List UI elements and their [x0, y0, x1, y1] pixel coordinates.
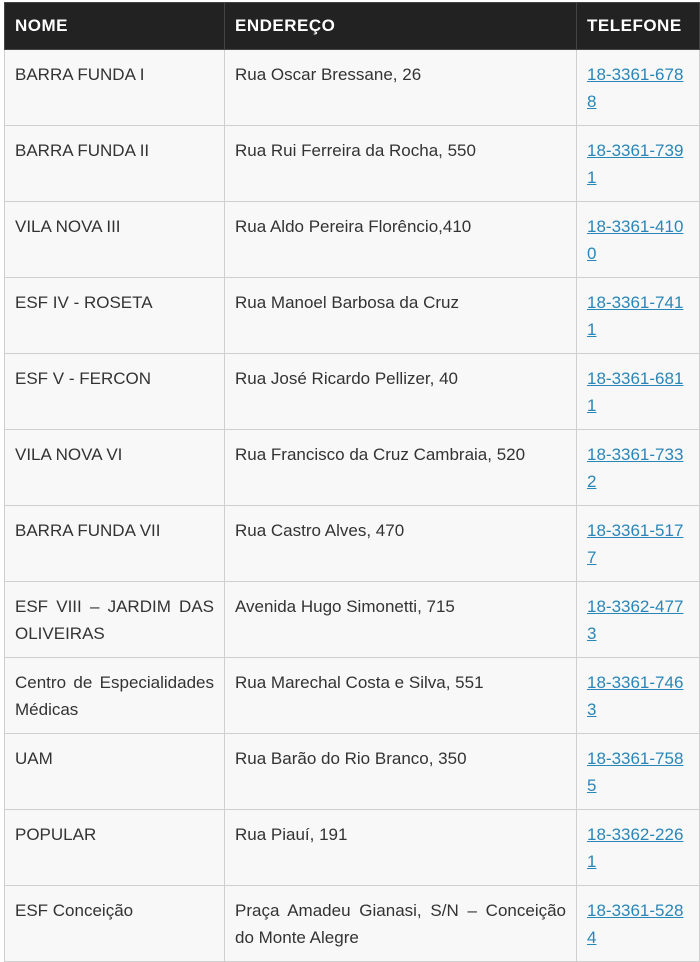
cell-nome: Centro de Especialidades Médicas	[5, 658, 225, 734]
table-row	[5, 658, 700, 734]
cell-telefone	[577, 886, 700, 962]
cell-nome: ESF IV - ROSETA	[5, 278, 225, 354]
cell-endereco: Rua Barão do Rio Branco, 350	[225, 734, 577, 810]
phone-link[interactable]: 18-3361-4100	[587, 217, 684, 263]
phone-link[interactable]: 18-3361-7332	[587, 445, 684, 491]
cell-telefone	[577, 810, 700, 886]
cell-nome: BARRA FUNDA II	[5, 126, 225, 202]
header-row	[5, 3, 700, 50]
phone-link[interactable]: 18-3361-7391	[587, 141, 684, 187]
table-row	[5, 126, 700, 202]
table-row	[5, 354, 700, 430]
cell-telefone	[577, 734, 700, 810]
cell-endereco: Rua Oscar Bressane, 26	[225, 50, 577, 126]
cell-telefone	[577, 582, 700, 658]
phone-link[interactable]: 18-3361-7463	[587, 673, 684, 719]
cell-endereco: Rua Castro Alves, 470	[225, 506, 577, 582]
phone-link[interactable]: 18-3361-5284	[587, 901, 684, 947]
phone-link[interactable]: 18-3362-2261	[587, 825, 684, 871]
cell-telefone	[577, 126, 700, 202]
table-row	[5, 50, 700, 126]
table-row	[5, 582, 700, 658]
cell-endereco: Rua Piauí, 191	[225, 810, 577, 886]
table-row	[5, 810, 700, 886]
cell-telefone	[577, 658, 700, 734]
cell-endereco: Rua Rui Ferreira da Rocha, 550	[225, 126, 577, 202]
table-row	[5, 430, 700, 506]
cell-nome: POPULAR	[5, 810, 225, 886]
cell-endereco: Rua José Ricardo Pellizer, 40	[225, 354, 577, 430]
units-table	[4, 2, 700, 962]
cell-nome: ESF V - FERCON	[5, 354, 225, 430]
cell-telefone	[577, 278, 700, 354]
table-body	[5, 50, 700, 962]
header-endereco: ENDEREÇO	[225, 3, 577, 50]
table-row	[5, 202, 700, 278]
phone-link[interactable]: 18-3361-6788	[587, 65, 684, 111]
cell-telefone	[577, 50, 700, 126]
cell-endereco: Rua Manoel Barbosa da Cruz	[225, 278, 577, 354]
cell-endereco: Rua Aldo Pereira Florêncio,410	[225, 202, 577, 278]
header-nome: NOME	[5, 3, 225, 50]
cell-telefone	[577, 506, 700, 582]
cell-nome: UAM	[5, 734, 225, 810]
cell-endereco: Rua Marechal Costa e Silva, 551	[225, 658, 577, 734]
table-row	[5, 886, 700, 962]
phone-link[interactable]: 18-3361-5177	[587, 521, 684, 567]
cell-nome: BARRA FUNDA I	[5, 50, 225, 126]
cell-nome: ESF VIII – JARDIM DAS OLIVEIRAS	[5, 582, 225, 658]
table-row	[5, 506, 700, 582]
cell-telefone	[577, 430, 700, 506]
table-header	[5, 3, 700, 50]
cell-nome: VILA NOVA III	[5, 202, 225, 278]
cell-telefone	[577, 354, 700, 430]
cell-endereco: Avenida Hugo Simonetti, 715	[225, 582, 577, 658]
cell-nome: ESF Conceição	[5, 886, 225, 962]
cell-telefone	[577, 202, 700, 278]
cell-nome: VILA NOVA VI	[5, 430, 225, 506]
phone-link[interactable]: 18-3361-7585	[587, 749, 684, 795]
cell-endereco: Praça Amadeu Gianasi, S/N – Conceição do Monte Alegre	[225, 886, 577, 962]
units-table-container	[4, 2, 699, 962]
table-row	[5, 734, 700, 810]
header-telefone: TELEFONE	[577, 3, 700, 50]
phone-link[interactable]: 18-3361-6811	[587, 369, 684, 415]
phone-link[interactable]: 18-3362-4773	[587, 597, 684, 643]
table-row	[5, 278, 700, 354]
cell-nome: BARRA FUNDA VII	[5, 506, 225, 582]
cell-endereco: Rua Francisco da Cruz Cambraia, 520	[225, 430, 577, 506]
phone-link[interactable]: 18-3361-7411	[587, 293, 684, 339]
